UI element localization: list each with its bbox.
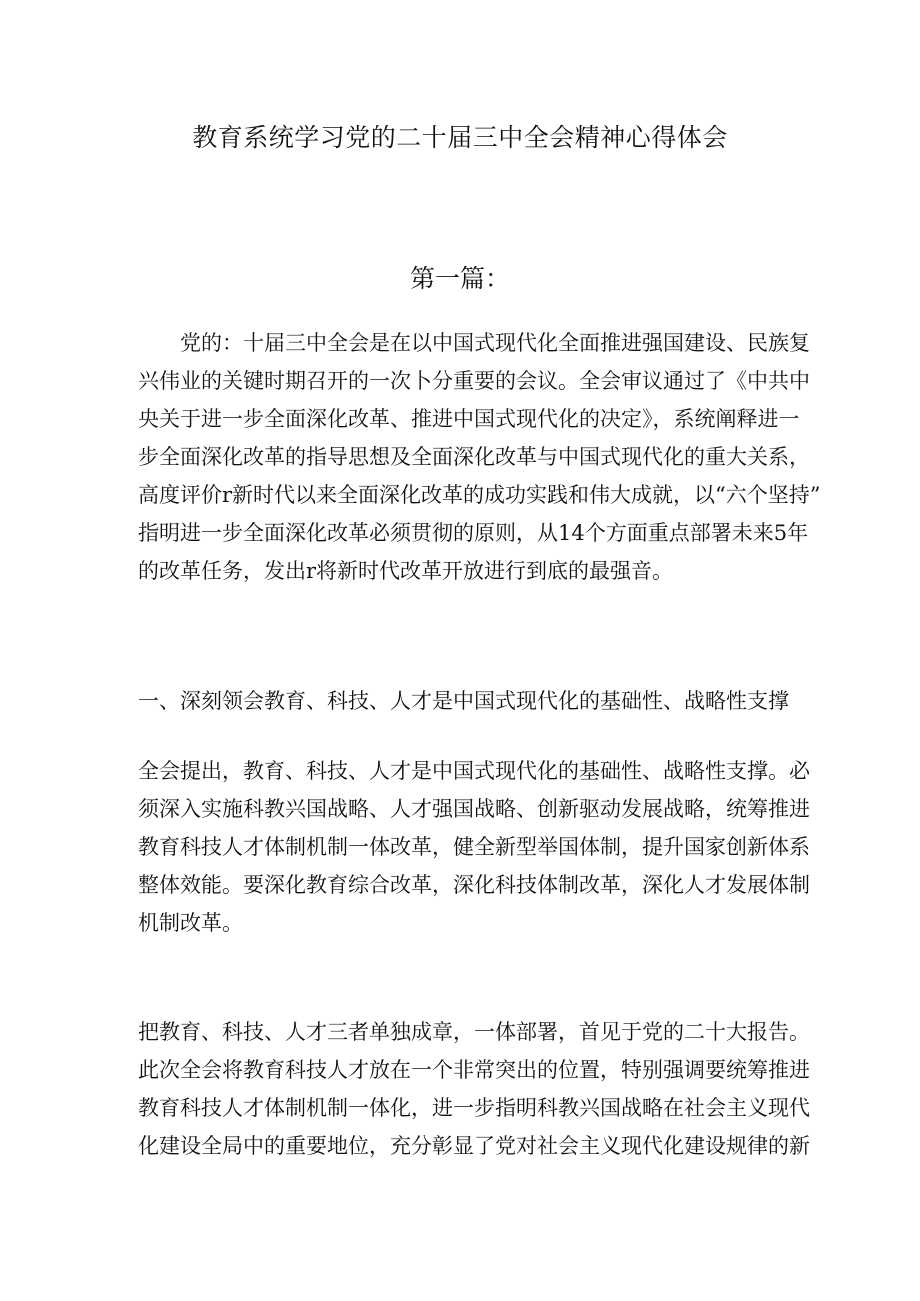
paragraph-line: 全会提出，教育、科技、人才是中国式现代化的基础性、战略性支撑。必 bbox=[138, 759, 810, 783]
paragraph-line: 教育科技人才体制机制一体化，进一步指明科教兴国战略在社会主义现代 bbox=[138, 1096, 810, 1120]
paragraph-3 bbox=[138, 1013, 810, 1165]
paragraph-line: 须深入实施科教兴国战略、人才强国战略、创新驱动发展战略，统筹推进 bbox=[138, 797, 810, 821]
section-heading-1: 一、深刻领会教育、科技、人才是中国式现代化的基础性、战略性支撑 bbox=[138, 689, 789, 713]
paragraph-line: 指明进一步全面深化改革必须贯彻的原则，从14个方面重点部署未来5年 bbox=[138, 521, 809, 545]
paragraph-line: 高度评价r新时代以来全面深化改革的成功实践和伟大成就，以“六个坚持” bbox=[138, 483, 821, 507]
paragraph-line: 央关于进一步全面深化改革、推进中国式现代化的决定》，系统阐释进一 bbox=[138, 407, 800, 431]
paragraph-line: 整体效能。要深化教育综合改革，深化科技体制改革，深化人才发展体制 bbox=[138, 873, 810, 897]
paragraph-line: 教育科技人才体制机制一体改革，健全新型举国体制，提升国家创新体系 bbox=[138, 835, 810, 859]
section-title: 第一篇： bbox=[409, 264, 510, 293]
paragraph-line: 党的：十届三中全会是在以中国式现代化全面推进强国建设、民族复 bbox=[180, 331, 810, 355]
paragraph-2 bbox=[138, 752, 810, 942]
paragraph-line: 化建设全局中的重要地位，充分彰显了党对社会主义现代化建设规律的新 bbox=[138, 1134, 810, 1158]
document-title: 教育系统学习党的二十届三中全会精神心得体会 bbox=[192, 123, 728, 152]
paragraph-line: 的改革任务，发出r将新时代改革开放进行到底的最强音。 bbox=[138, 559, 674, 583]
paragraph-line: 兴伟业的关键时期召开的一次卜分重要的会议。全会审议通过了《中共中 bbox=[138, 369, 810, 393]
paragraph-line: 此次全会将教育科技人才放在一个非常突出的位置，特别强调要统筹推进 bbox=[138, 1058, 810, 1082]
paragraph-line: 机制改革。 bbox=[138, 911, 243, 935]
paragraph-1 bbox=[138, 324, 821, 590]
paragraph-line: 步全面深化改革的指导思想及全面深化改革与中国式现代化的重大关系， bbox=[138, 445, 810, 469]
paragraph-line: 把教育、科技、人才三者单独成章，一体部署，首见于党的二十大报告。 bbox=[138, 1020, 810, 1044]
